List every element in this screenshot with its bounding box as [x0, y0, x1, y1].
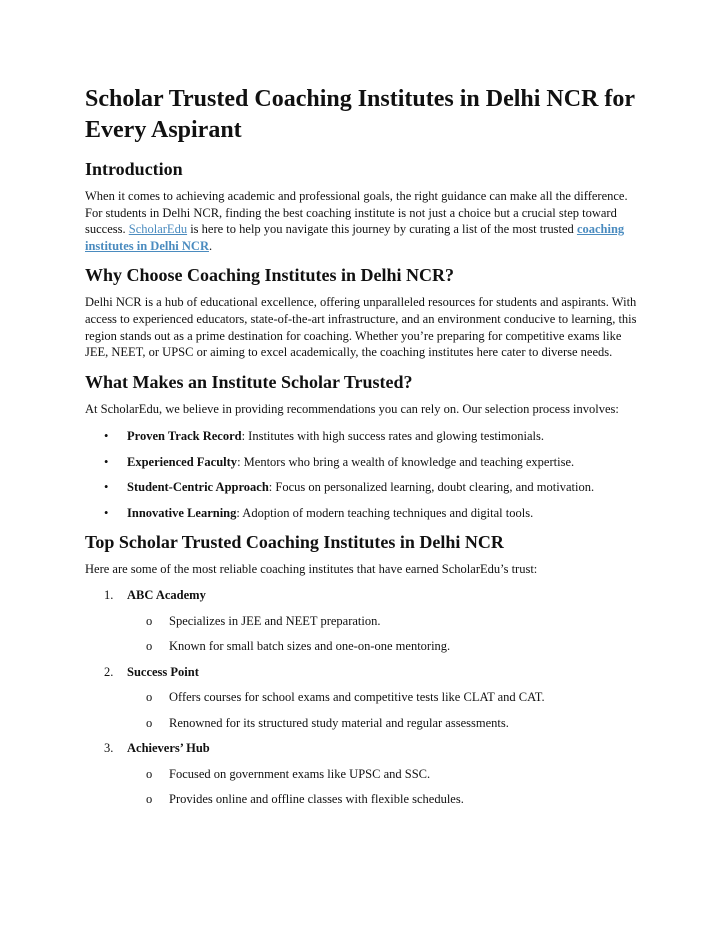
point-text: Renowned for its structured study material and regular assessments.	[169, 715, 509, 730]
institute-name: ABC Academy	[127, 588, 206, 603]
institute-name: Achievers’ Hub	[127, 741, 210, 756]
scholaredu-link[interactable]: ScholarEdu	[128, 222, 188, 237]
document-content	[85, 84, 645, 817]
point-text: Known for small batch sizes and one-on-one mentoring.	[169, 639, 451, 654]
heading-top-institutes: Top Scholar Trusted Coaching Institutes in Delhi NCR	[85, 531, 504, 552]
institute-item	[85, 740, 645, 807]
institute-points	[127, 766, 645, 808]
list-number: 3.	[104, 741, 114, 756]
institute-item	[85, 587, 645, 654]
criteria-desc: : Adoption of modern teaching techniques and digital tools.	[236, 505, 534, 520]
point-text: Provides online and offline classes with flexible schedules.	[169, 792, 464, 807]
criteria-desc: : Mentors who bring a wealth of knowledge and teaching expertise.	[237, 454, 575, 469]
list-item	[127, 613, 645, 629]
point-text: Specializes in JEE and NEET preparation.	[169, 613, 381, 628]
bullet-icon: •	[104, 480, 109, 495]
intro-paragraph	[85, 188, 645, 254]
circle-bullet-icon: o	[146, 639, 153, 654]
intro-text-1: When it comes to achieving academic and professional goals, the right guidance can make all the difference. For students in Delhi NCR, finding the best coaching institute is not just a choice but a crucial step toward success.	[85, 189, 628, 237]
point-text: Offers courses for school exams and competitive tests like CLAT and CAT.	[169, 690, 545, 705]
list-item	[127, 791, 645, 807]
list-item	[85, 505, 645, 521]
intro-text-2: is here to help you navigate this journey by curating a list of the most trusted	[187, 222, 577, 237]
list-item	[127, 689, 645, 705]
heading-introduction: Introduction	[85, 159, 183, 179]
intro-text-3: .	[208, 238, 213, 253]
institute-points	[127, 613, 645, 655]
criteria-term: Experienced Faculty	[127, 454, 238, 469]
page-title: Scholar Trusted Coaching Institutes in Delhi NCR for Every Aspirant	[85, 86, 635, 143]
criteria-list	[85, 428, 645, 521]
institute-name: Success Point	[127, 664, 199, 679]
circle-bullet-icon: o	[146, 613, 153, 628]
criteria-term: Student-Centric Approach	[127, 480, 269, 495]
why-paragraph: Delhi NCR is a hub of educational excellence, offering unparalleled resources for students and aspirants. With access to experienced educators, state-of-the-art infrastructure, and an environment conducive to learning, this region stands out as a prime destination for coaching. Whether you’re preparing for competitive exams like JEE, NEET, or UPSC or aiming to excel academically, the coaching institutes here cater to diverse needs.	[85, 295, 637, 360]
top-paragraph: Here are some of the most reliable coaching institutes that have earned ScholarEdu’s trust:	[85, 561, 538, 576]
heading-what-makes: What Makes an Institute Scholar Trusted?	[85, 371, 413, 392]
bullet-icon: •	[104, 505, 109, 520]
circle-bullet-icon: o	[146, 766, 153, 781]
institute-points	[127, 689, 645, 731]
point-text: Focused on government exams like UPSC and SSC.	[169, 766, 431, 781]
list-item	[127, 766, 645, 782]
heading-why-choose: Why Choose Coaching Institutes in Delhi NCR?	[85, 265, 455, 286]
what-paragraph: At ScholarEdu, we believe in providing recommendations you can rely on. Our selection process involves:	[85, 401, 619, 416]
list-item	[85, 479, 645, 495]
list-item	[85, 428, 645, 444]
list-number: 2.	[104, 664, 114, 679]
list-item	[85, 454, 645, 470]
bullet-icon: •	[104, 429, 109, 444]
bullet-icon: •	[104, 454, 109, 469]
circle-bullet-icon: o	[146, 715, 153, 730]
list-item	[127, 638, 645, 654]
list-number: 1.	[104, 588, 114, 603]
criteria-desc: : Institutes with high success rates and glowing testimonials.	[241, 429, 544, 444]
criteria-term: Proven Track Record	[127, 429, 242, 444]
coaching-institutes-link[interactable]: coaching institutes in Delhi NCR	[85, 222, 625, 253]
criteria-term: Innovative Learning	[127, 505, 237, 520]
institutes-list	[85, 587, 645, 807]
criteria-desc: : Focus on personalized learning, doubt clearing, and motivation.	[268, 480, 595, 495]
circle-bullet-icon: o	[146, 792, 153, 807]
list-item	[127, 715, 645, 731]
institute-item	[85, 664, 645, 731]
circle-bullet-icon: o	[146, 690, 153, 705]
